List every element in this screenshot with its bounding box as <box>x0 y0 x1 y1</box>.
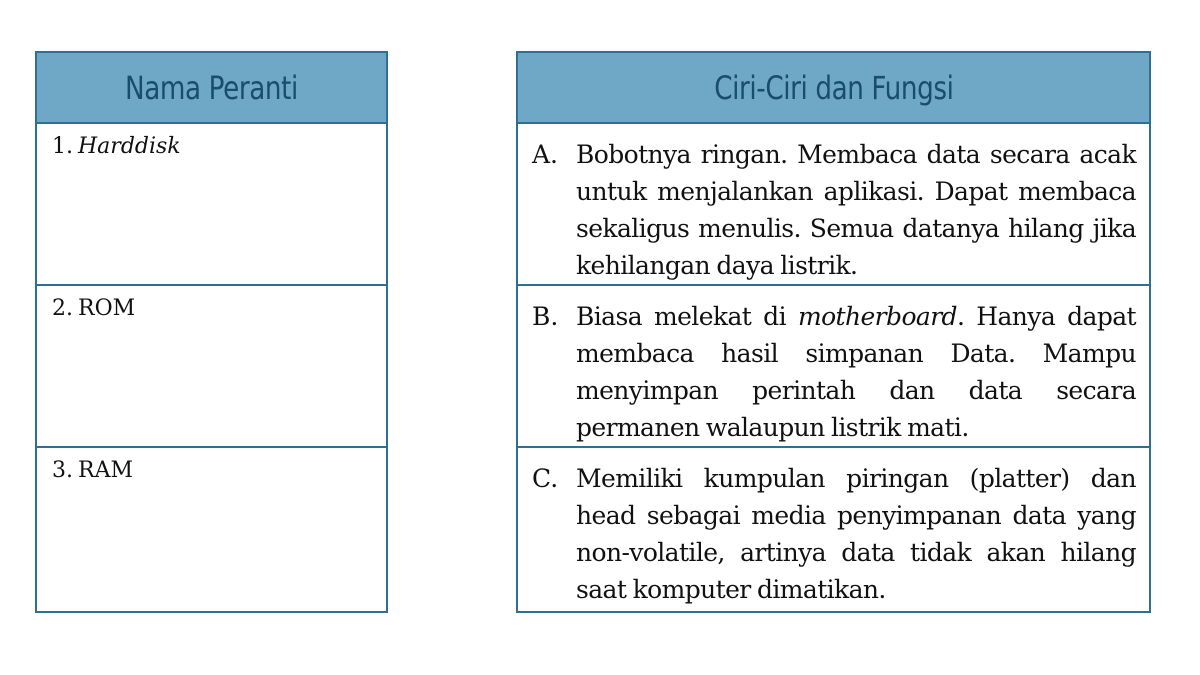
device-name: ROM <box>78 296 136 321</box>
option-description: Bobotnya ringan. Membaca data secara acak untuk menjalankan aplikasi. Dapat membaca sekaligus menulis. Semua datanya hilang jika kehilangan daya listrik. <box>576 140 1136 280</box>
device-number: 1. <box>52 134 73 159</box>
device-number: 3. <box>52 458 73 483</box>
device-row-2 <box>35 286 388 448</box>
option-letter: C. <box>532 464 559 493</box>
italic-term: motherboard <box>797 302 957 331</box>
option-description: Biasa melekat di motherboard. Hanya dapat membaca hasil simpanan Data. Mampu menyimpan perintah dan data secara permanen walaupun listrik mati. <box>576 302 1136 442</box>
characteristic-row-c <box>516 448 1151 613</box>
characteristics-header: Ciri-Ciri dan Fungsi <box>516 51 1151 124</box>
device-name: RAM <box>78 458 133 483</box>
device-names-table <box>35 51 388 613</box>
characteristic-row-a <box>516 124 1151 286</box>
characteristic-row-b <box>516 286 1151 448</box>
device-row-1 <box>35 124 388 286</box>
option-letter: B. <box>532 302 559 331</box>
characteristics-table <box>516 51 1151 613</box>
option-letter: A. <box>532 140 559 169</box>
device-name: Harddisk <box>78 134 181 159</box>
device-number: 2. <box>52 296 73 321</box>
device-row-3 <box>35 448 388 613</box>
device-names-header: Nama Peranti <box>35 51 388 124</box>
option-description: Memiliki kumpulan piringan (platter) dan head sebagai media penyimpanan data yang non-volatile, artinya data tidak akan hilang saat komputer dimatikan. <box>576 464 1136 604</box>
